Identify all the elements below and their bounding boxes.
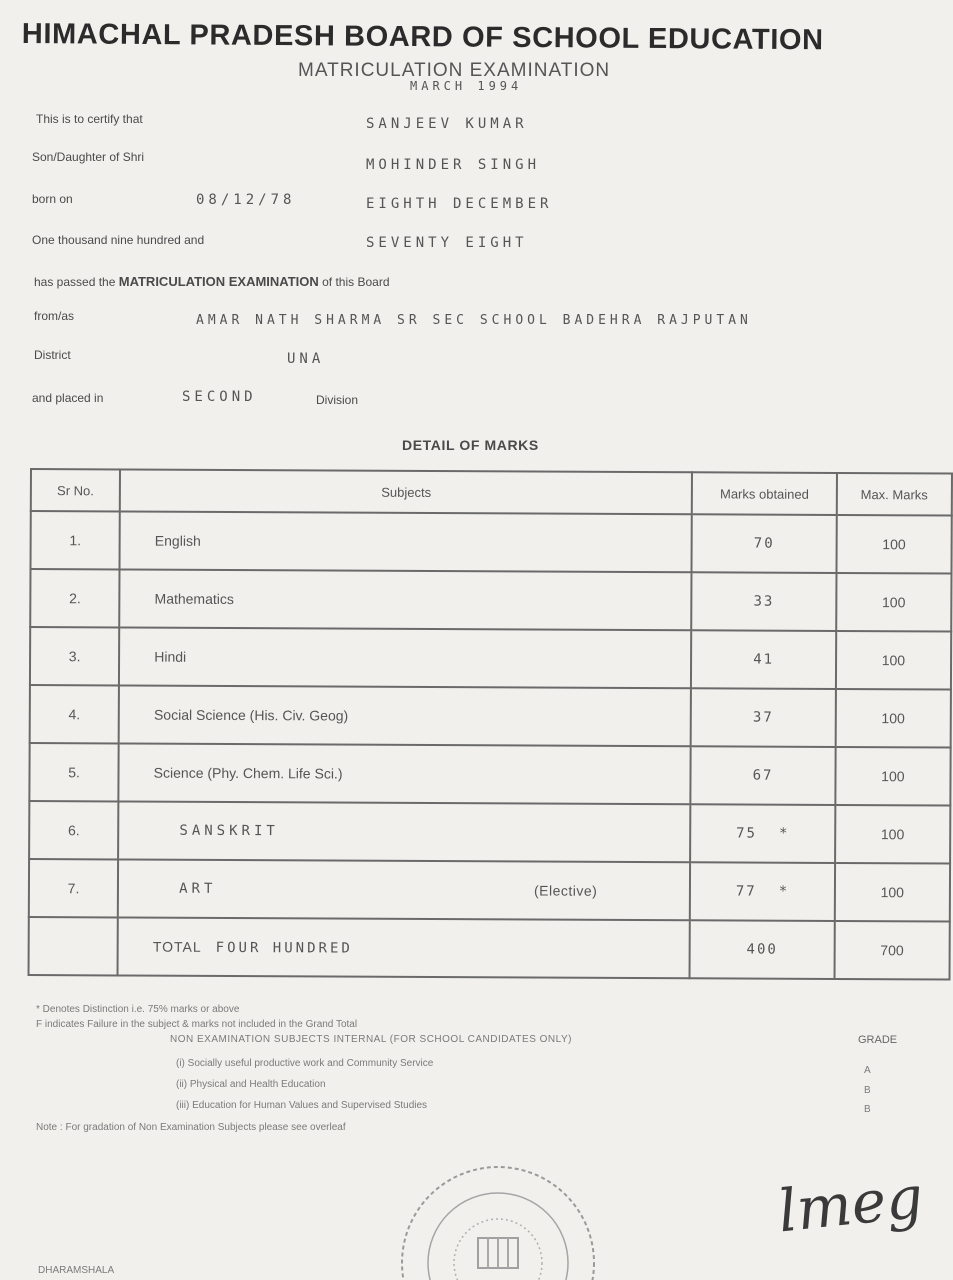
candidate-name: SANJEEV KUMAR [366,116,528,132]
passed-line [34,274,390,289]
row-marks-obtained [691,804,836,863]
total-obtained: 400 [690,920,835,979]
footnote-non-exam: NON EXAMINATION SUBJECTS INTERNAL (FOR SCHOOL CANDIDATES ONLY) [170,1034,572,1045]
marks-value: 75 [736,825,758,842]
grade-label: GRADE [858,1034,898,1046]
table-row [30,685,951,748]
row-marks-obtained [691,746,836,805]
row-subject: Mathematics [119,569,692,630]
date-of-birth: 08/12/78 [196,192,296,208]
subject-name: ART [179,880,217,897]
elective-note: (Elective) [533,882,598,899]
district-value: UNA [287,351,325,367]
table-row [29,743,950,806]
header-subjects: Subjects [120,469,692,514]
total-label: TOTAL [152,938,202,955]
row-sr: 6. [29,801,118,859]
row-marks-obtained [691,630,836,689]
row-max-marks: 100 [835,805,951,864]
year-words: SEVENTY EIGHT [366,235,528,251]
row-subject [118,859,691,920]
dob-words: EIGHTH DECEMBER [366,196,553,212]
parent-name: MOHINDER SINGH [366,157,541,173]
footnote-failure: F indicates Failure in the subject & marks not included in the Grand Total [36,1019,358,1030]
table-row [29,801,950,864]
issuing-place: DHARAMSHALA [38,1265,115,1276]
row-max-marks: 100 [836,631,952,690]
row-subject: English [120,511,693,572]
table-row [30,627,951,690]
row-max-marks: 100 [836,515,952,574]
row-subject: Hindi [119,627,692,688]
marks-table [28,468,953,981]
marks-value: 70 [753,535,775,552]
non-exam-grade: A [864,1065,871,1076]
born-label: born on [32,192,73,206]
row-sr: 1. [31,511,120,569]
row-marks-obtained [692,514,837,573]
row-max-marks: 100 [836,573,952,632]
from-label: from/as [34,309,75,323]
total-max: 700 [834,921,950,980]
certify-label: This is to certify that [36,112,143,126]
non-exam-item: (iii) Education for Human Values and Supervised Studies [176,1100,428,1111]
row-max-marks: 100 [835,747,951,806]
distinction-flag: * [778,825,790,842]
total-row [29,917,950,980]
header-marks-obtained: Marks obtained [692,472,836,515]
table-row [30,569,951,632]
non-exam-grade: B [864,1085,871,1096]
row-max-marks: 100 [835,863,951,922]
passed-prefix: has passed the [34,275,119,289]
passed-suffix: of this Board [318,275,390,289]
board-title: HIMACHAL PRADESH BOARD OF SCHOOL EDUCATION [21,18,824,57]
row-subject: Science (Phy. Chem. Life Sci.) [119,743,692,804]
row-marks-obtained [692,572,837,631]
passed-exam: MATRICULATION EXAMINATION [118,274,319,289]
row-sr: 7. [29,859,118,917]
marks-value: 41 [753,651,775,668]
total-label-cell [118,917,691,978]
row-sr: 3. [30,627,119,685]
marks-value: 37 [752,709,774,726]
district-label: District [34,348,71,362]
marks-value: 33 [753,593,775,610]
header-sr-no: Sr No. [31,469,120,511]
row-max-marks: 100 [835,689,951,748]
row-marks-obtained [691,688,836,747]
gradation-note: Note : For gradation of Non Examination Subjects please see overleaf [36,1122,346,1133]
header-max-marks: Max. Marks [836,473,951,516]
row-subject: SANSKRIT [118,801,691,862]
year-label: One thousand nine hundred and [32,233,205,247]
exam-session: MARCH 1994 [410,79,523,93]
parent-label: Son/Daughter of Shri [32,150,145,164]
table-header-row [31,469,952,516]
table-row [29,859,950,922]
table-row [31,511,952,574]
marks-value: 67 [752,767,774,784]
marks-heading: DETAIL OF MARKS [402,437,539,453]
school-name: AMAR NATH SHARMA SR SEC SCHOOL BADEHRA RAJPUTAN [196,313,752,328]
footnote-distinction: * Denotes Distinction i.e. 75% marks or above [36,1004,240,1015]
row-sr: 4. [30,685,119,743]
board-seal-icon [398,1163,598,1280]
signature: lmeg [774,1162,927,1246]
non-exam-grade: B [864,1104,871,1115]
non-exam-item: (ii) Physical and Health Education [176,1079,326,1090]
placed-label: and placed in [32,391,104,405]
total-sr [29,917,118,975]
row-subject: Social Science (His. Civ. Geog) [119,685,692,746]
total-words: FOUR HUNDRED [215,939,353,957]
division-value: SECOND [182,389,257,405]
marks-value: 77 [735,883,757,900]
row-marks-obtained [690,862,835,921]
non-exam-item: (i) Socially useful productive work and Community Service [176,1058,434,1069]
exam-title: MATRICULATION EXAMINATION [298,60,611,81]
row-sr: 2. [30,569,119,627]
division-label: Division [316,393,359,407]
distinction-flag: * [778,883,790,900]
row-sr: 5. [29,743,118,801]
